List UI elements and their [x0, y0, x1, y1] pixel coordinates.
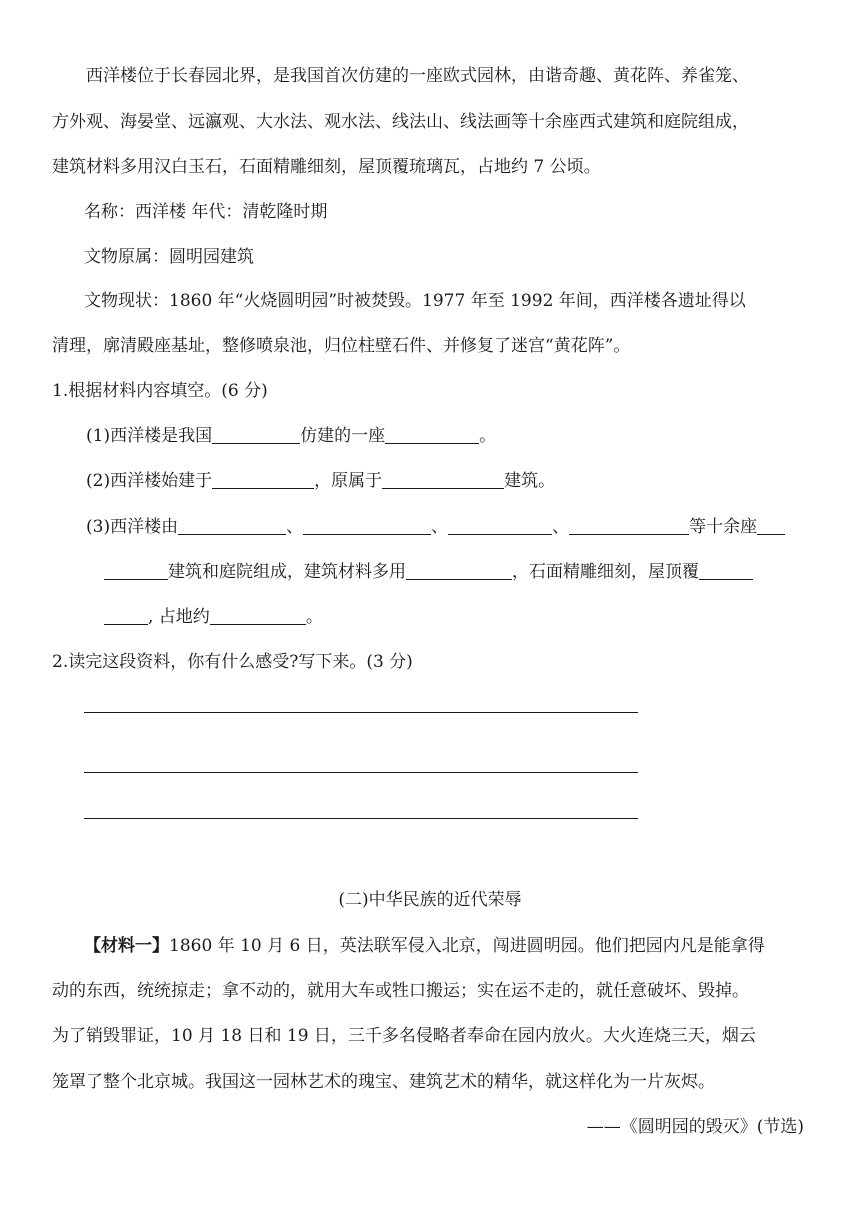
q1-3-text: 。	[305, 607, 323, 627]
question-1-3-cont	[104, 605, 860, 629]
separator: 、	[286, 517, 304, 537]
fill-blank[interactable]	[303, 516, 431, 535]
fill-blank[interactable]	[212, 470, 314, 489]
material-line: 笼罩了整个北京城。我国这一园林艺术的瑰宝、建筑艺术的精华，就这样化为一片灰烬。	[52, 1072, 715, 1092]
source-citation: ——《圆明园的毁灭》(节选)	[586, 1117, 804, 1137]
question-1-3	[86, 515, 846, 539]
answer-line[interactable]	[84, 712, 638, 713]
origin-line: 文物原属：圆明园建筑	[84, 247, 254, 267]
fill-blank[interactable]	[699, 561, 753, 580]
q1-1-text: 仿建的一座	[300, 426, 386, 446]
paragraph-line: 西洋楼位于长春园北界，是我国首次仿建的一座欧式园林，由谐奇趣、黄花阵、养雀笼、	[86, 66, 749, 86]
fill-blank[interactable]	[385, 425, 479, 444]
material-text: 1860 年 10 月 6 日，英法联军侵入北京，闯进圆明园。他们把园内凡是能拿得	[169, 936, 765, 956]
material-line	[84, 934, 844, 958]
q1-3-text: , 占地约	[148, 607, 210, 627]
q1-1-text: 。	[479, 426, 497, 446]
separator: 、	[431, 517, 449, 537]
question-1-1	[86, 424, 846, 448]
question-1-2	[86, 469, 846, 493]
question-1-title: 1.根据材料内容填空。(6 分)	[52, 381, 268, 401]
fill-blank[interactable]	[406, 561, 512, 580]
paragraph-line: 方外观、海晏堂、远瀛观、大水法、观水法、线法山、线法画等十余座西式建筑和庭院组成，	[52, 112, 749, 132]
name-era-line: 名称：西洋楼 年代：清乾隆时期	[84, 202, 328, 222]
q1-3-text: 等十余座	[689, 517, 758, 537]
q1-3-text: 建筑和庭院组成，建筑材料多用	[168, 562, 406, 582]
question-2-title: 2.读完这段资料，你有什么感受?写下来。(3 分)	[52, 652, 413, 672]
separator: 、	[552, 517, 570, 537]
q1-3-text: ，石面精雕细刻，屋顶覆	[512, 562, 699, 582]
material-line: 动的东西，统统掠走；拿不动的，就用大车或牲口搬运；实在运不走的，就任意破坏、毁掉。	[52, 981, 749, 1001]
fill-blank[interactable]	[569, 516, 689, 535]
status-line: 清理，廓清殿座基址，整修喷泉池，归位柱壁石件、并修复了迷宫“黄花阵”。	[52, 336, 631, 356]
material-label: 【材料一】	[84, 936, 169, 956]
status-line: 文物现状：1860 年“火烧圆明园”时被焚毁。1977 年至 1992 年间，西洋楼各遗址得以	[84, 291, 746, 311]
answer-line[interactable]	[84, 818, 638, 819]
q1-2-text: (2)西洋楼始建于	[86, 471, 213, 491]
fill-blank[interactable]	[448, 516, 552, 535]
q1-3-text: (3)西洋楼由	[86, 517, 179, 537]
section-heading: (二)中华民族的近代荣辱	[338, 890, 522, 910]
q1-1-text: (1)西洋楼是我国	[86, 426, 213, 446]
fill-blank[interactable]	[382, 470, 504, 489]
fill-blank[interactable]	[212, 425, 300, 444]
q1-2-text: ，原属于	[314, 471, 383, 491]
fill-blank[interactable]	[178, 516, 286, 535]
fill-blank[interactable]	[104, 606, 148, 625]
fill-blank[interactable]	[757, 516, 785, 535]
answer-line[interactable]	[84, 772, 638, 773]
fill-blank[interactable]	[210, 606, 306, 625]
fill-blank[interactable]	[104, 561, 168, 580]
q1-2-text: 建筑。	[504, 471, 556, 491]
paragraph-line: 建筑材料多用汉白玉石，石面精雕细刻，屋顶覆琉璃瓦，占地约 7 公顷。	[52, 157, 601, 177]
material-line: 为了销毁罪证，10 月 18 日和 19 日，三千多名侵略者奉命在园内放火。大火连烧三天，烟云	[52, 1026, 756, 1046]
question-1-3-cont	[104, 560, 860, 584]
